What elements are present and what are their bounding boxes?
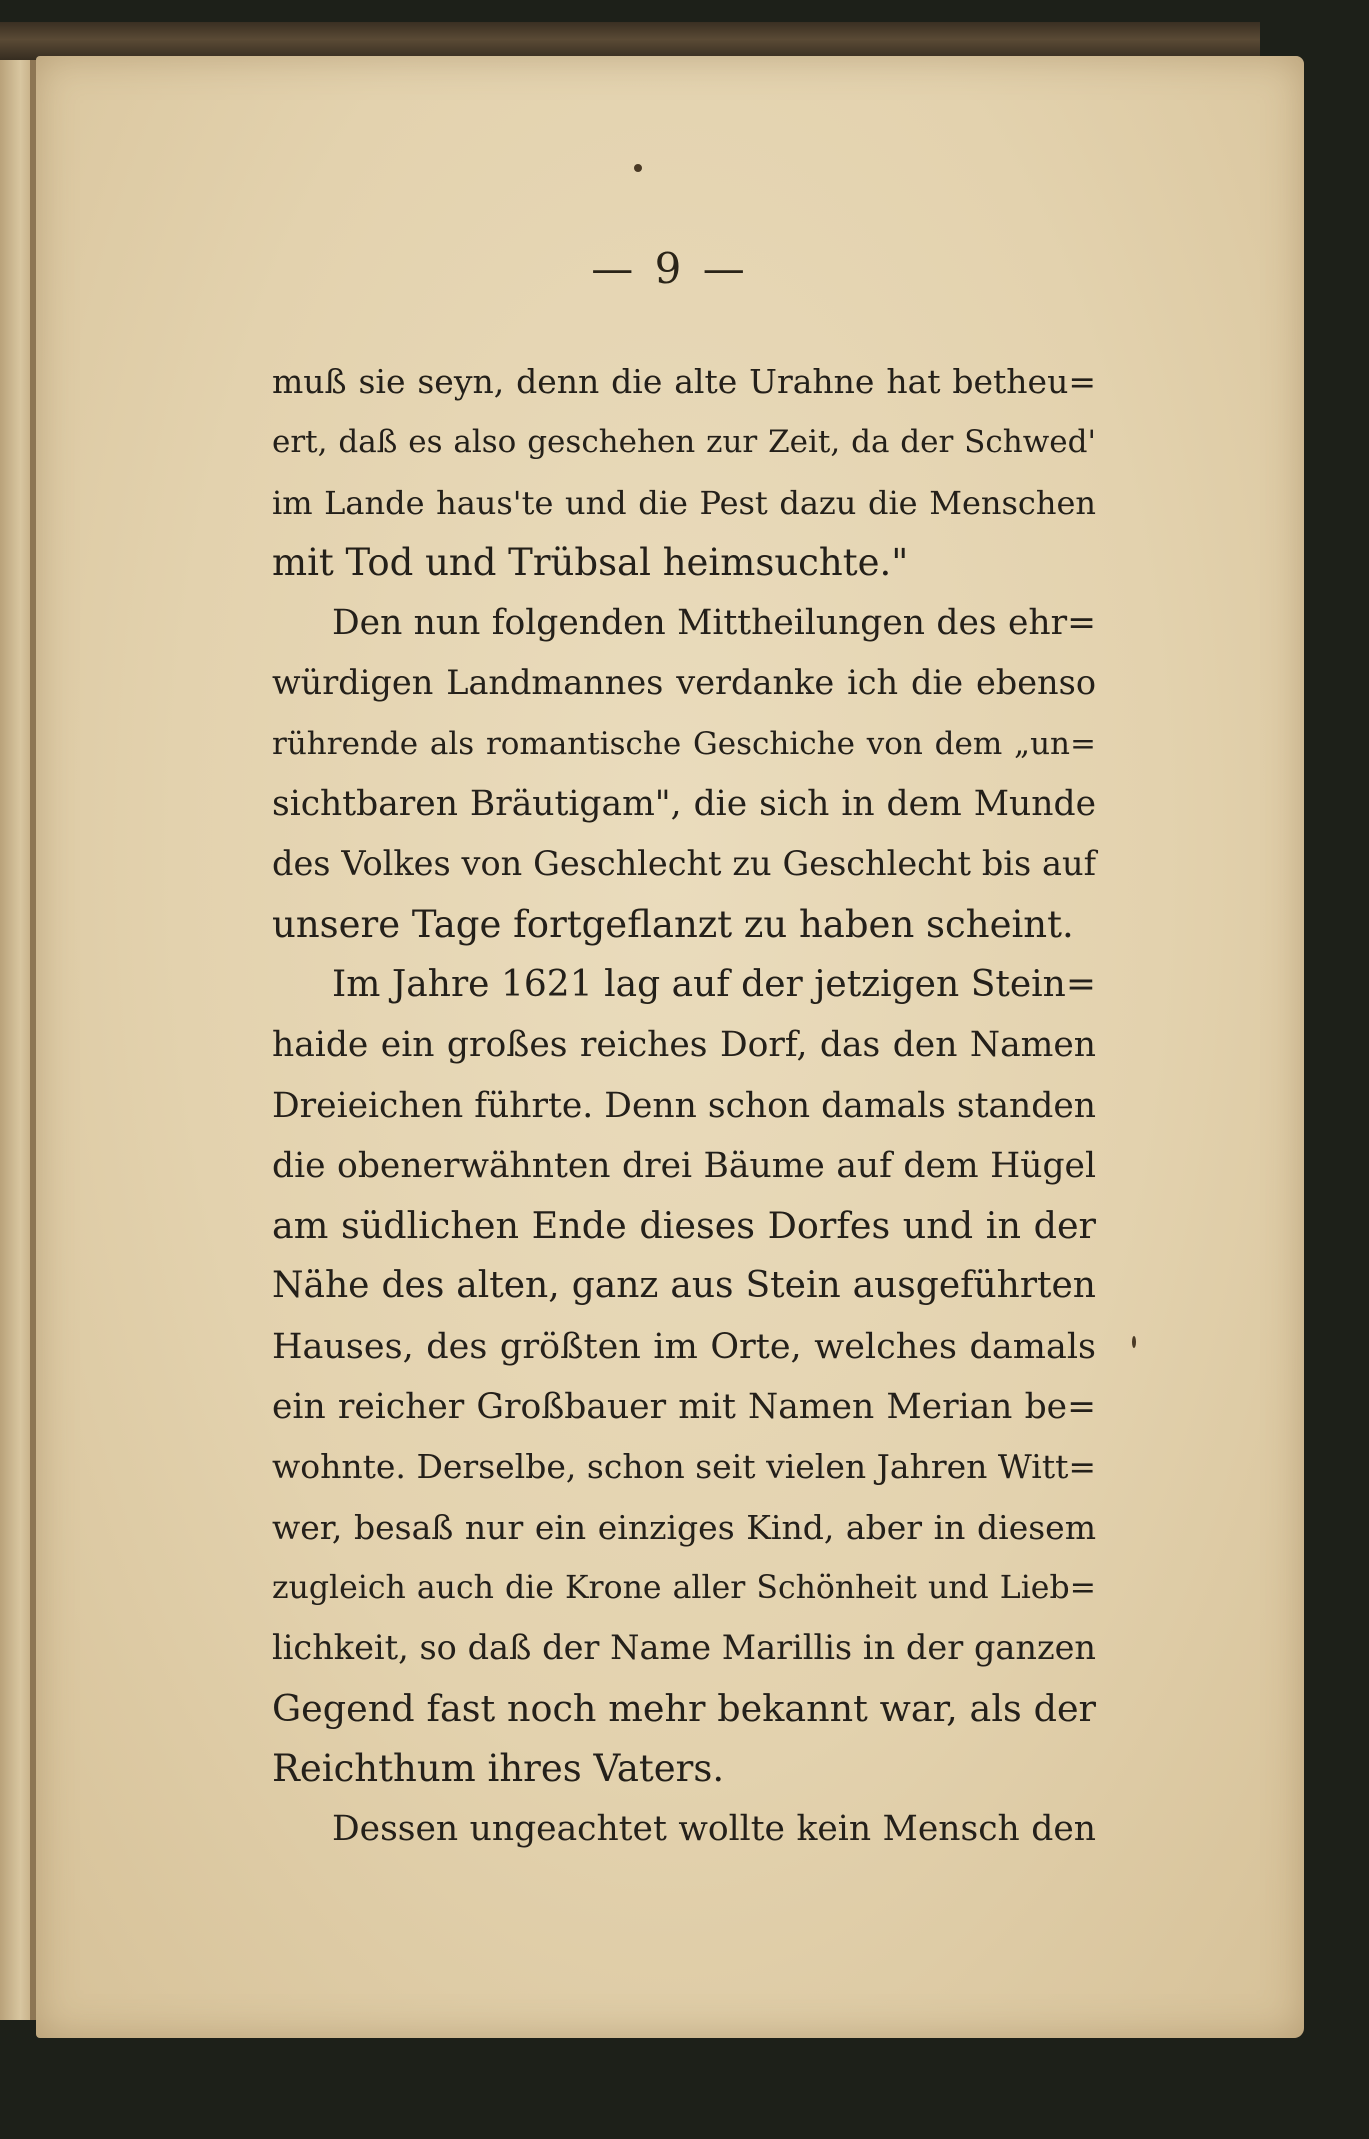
page xyxy=(36,56,1304,2038)
text-line: ert, daß es also geschehen zur Zeit, da der Schwed' xyxy=(272,424,1096,461)
text-line: Dreieichen führte. Denn schon damals standen xyxy=(272,1085,1096,1126)
body-text xyxy=(272,352,1096,1859)
facing-page-edge xyxy=(0,60,34,2020)
text-line: im Lande haus'te und die Pest dazu die Menschen xyxy=(272,483,1096,522)
text-line: Dessen ungeachtet wollte kein Mensch den xyxy=(332,1809,1096,1850)
text-line: Reichthum ihres Vaters. xyxy=(272,1746,725,1790)
text-line: ein reicher Großbauer mit Namen Merian be= xyxy=(272,1387,1096,1428)
text-line: Nähe des alten, ganz aus Stein ausgeführten xyxy=(272,1265,1096,1307)
ink-speck xyxy=(634,164,642,172)
text-line: haide ein großes reiches Dorf, das den Namen xyxy=(272,1025,1096,1066)
text-line: lichkeit, so daß der Name Marillis in der ganzen xyxy=(272,1628,1096,1668)
text-line: am südlichen Ende dieses Dorfes und in der xyxy=(272,1204,1096,1248)
text-line: muß sie seyn, denn die alte Urahne hat betheu= xyxy=(272,362,1096,401)
text-line: unsere Tage fortgeflanzt zu haben scheint. xyxy=(272,902,1074,946)
page-number: — 9 — xyxy=(591,244,749,293)
text-line: die obenerwähnten drei Bäume auf dem Hügel xyxy=(272,1145,1096,1186)
text-line: Den nun folgenden Mittheilungen des ehr= xyxy=(332,603,1096,644)
text-line: zugleich auch die Krone aller Schönheit und Lieb= xyxy=(272,1569,1096,1606)
text-line: sichtbaren Bräutigam", die sich in dem Munde xyxy=(272,784,1096,825)
text-line: wohnte. Derselbe, schon seit vielen Jahren Witt= xyxy=(272,1447,1096,1487)
text-line: Gegend fast noch mehr bekannt war, als der xyxy=(272,1686,1096,1730)
ink-speck xyxy=(1132,1336,1136,1348)
text-line: mit Tod und Trübsal heimsuchte." xyxy=(272,540,909,584)
text-line: würdigen Landmannes verdanke ich die ebenso xyxy=(272,663,1096,703)
text-line: Im Jahre 1621 lag auf der jetzigen Stein= xyxy=(332,963,1096,1005)
text-line: rührende als romantische Geschiche von dem „un= xyxy=(272,725,1096,762)
text-line: wer, besaß nur ein einziges Kind, aber in diesem xyxy=(272,1507,1096,1547)
text-line: des Volkes von Geschlecht zu Geschlecht bis auf xyxy=(272,844,1096,884)
text-line: Hauses, des größten im Orte, welches damals xyxy=(272,1326,1096,1367)
